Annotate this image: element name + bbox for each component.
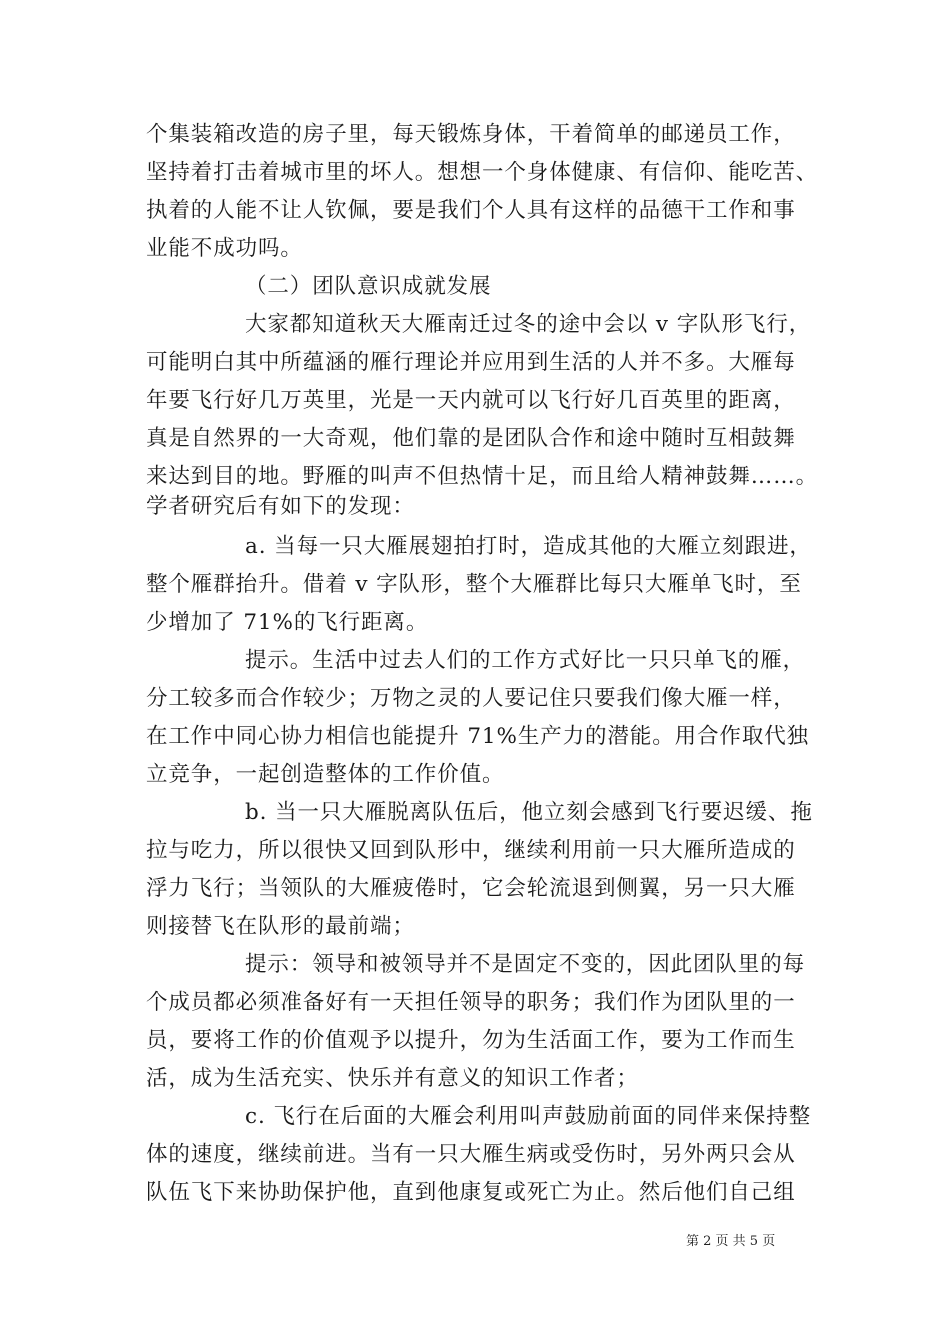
text-line: 年要飞行好几万英里，光是一天内就可以飞行好几百英里的距离， [146,388,796,413]
text-line: 则接替飞在队形的最前端； [146,914,415,939]
text-line: 坚持着打击着城市里的坏人。想想一个身体健康、有信仰、能吃苦、 [146,160,819,185]
text-line: 整个雁群抬升。借着 v 字队形，整个大雁群比每只大雁单飞时，至 [146,572,802,597]
text-line: 个成员都必须准备好有一天担任领导的职务；我们作为团队里的一 [146,990,796,1015]
text-line: 分工较多而合作较少；万物之灵的人要记住只要我们像大雁一样， [146,686,796,711]
text-line: 拉与吃力，所以很快又回到队形中，继续利用前一只大雁所造成的 [146,838,796,863]
text-line: 体的速度，继续前进。当有一只大雁生病或受伤时，另外两只会从 [146,1142,796,1167]
text-line: 学者研究后有如下的发现： [146,494,415,519]
text-line: 在工作中同心协力相信也能提升 71%生产力的潜能。用合作取代独 [146,724,810,749]
text-line: 浮力飞行；当领队的大雁疲倦时，它会轮流退到侧翼，另一只大雁 [146,876,796,901]
text-line: 真是自然界的一大奇观，他们靠的是团队合作和途中随时互相鼓舞 [146,426,796,451]
section-heading: （二）团队意识成就发展 [245,274,492,299]
text-line: 少增加了 71%的飞行距离。 [146,610,429,635]
text-line: 员，要将工作的价值观予以提升，勿为生活面工作，要为工作而生 [146,1028,796,1053]
text-line: 提示：领导和被领导并不是固定不变的，因此团队里的每 [245,952,806,977]
text-line: 来达到目的地。野雁的叫声不但热情十足，而且给人精神鼓舞……。 [146,464,819,489]
text-line: 个集装箱改造的房子里，每天锻炼身体，干着简单的邮递员工作， [146,122,796,147]
page-number: 第 2 页 共 5 页 [686,1234,776,1249]
text-line: 队伍飞下来协助保护他，直到他康复或死亡为止。然后他们自己组 [146,1180,796,1205]
text-line: 可能明白其中所蕴涵的雁行理论并应用到生活的人并不多。大雁每 [146,350,796,375]
text-line: 执着的人能不让人钦佩，要是我们个人具有这样的品德干工作和事 [146,198,796,223]
text-line: 活，成为生活充实、快乐并有意义的知识工作者； [146,1066,639,1091]
text-line: 提示。生活中过去人们的工作方式好比一只只单飞的雁， [245,648,806,673]
text-line: 立竞争，一起创造整体的工作价值。 [146,762,505,787]
text-line: a. 当每一只大雁展翅拍打时，造成其他的大雁立刻跟进， [245,534,812,559]
text-line: 大家都知道秋天大雁南迁过冬的途中会以 v 字队形飞行， [245,312,812,337]
text-line: c. 飞行在后面的大雁会利用叫声鼓励前面的同伴来保持整 [245,1104,812,1129]
text-line: b. 当一只大雁脱离队伍后，他立刻会感到飞行要迟缓、拖 [245,800,813,825]
text-line: 业能不成功吗。 [146,236,303,261]
